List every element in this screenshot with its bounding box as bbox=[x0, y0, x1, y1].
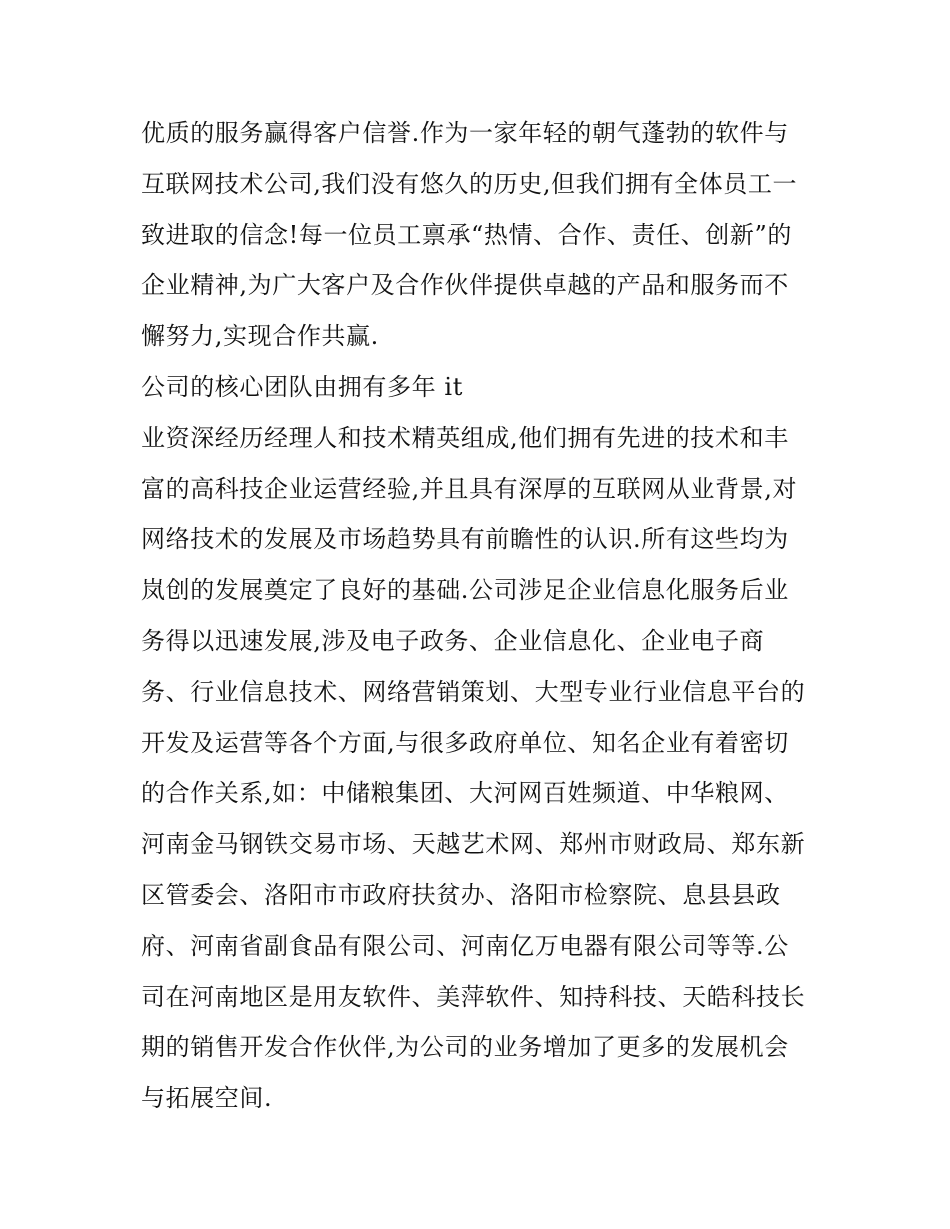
text-line: 期的销售开发合作伙伴,为公司的业务增加了更多的发展机会 bbox=[141, 1033, 789, 1062]
text-line: 司在河南地区是用友软件、美萍软件、知持科技、天皓科技长 bbox=[141, 982, 806, 1011]
text-line: 河南金马钢铁交易市场、天越艺术网、郑州市财政局、郑东新 bbox=[141, 830, 806, 859]
text-line: 务、行业信息技术、网络营销策划、大型专业行业信息平台的 bbox=[141, 677, 806, 706]
text-line: 网络技术的发展及市场趋势具有前瞻性的认识.所有这些均为 bbox=[141, 525, 789, 554]
text-line: 富的高科技企业运营经验,并且具有深厚的互联网从业背景,对 bbox=[141, 474, 798, 503]
text-line: 懈努力,实现合作共赢. bbox=[141, 322, 379, 351]
text-line: 岚创的发展奠定了良好的基础.公司涉足企业信息化服务后业 bbox=[141, 576, 789, 605]
text-line: 开发及运营等各个方面,与很多政府单位、知名企业有着密切 bbox=[141, 728, 789, 757]
text-line: 府、河南省副食品有限公司、河南亿万电器有限公司等等.公 bbox=[141, 931, 789, 960]
text-line: 公司的核心团队由拥有多年 it bbox=[141, 372, 463, 401]
text-line: 优质的服务赢得客户信誉.作为一家年轻的朝气蓬勃的软件与 bbox=[141, 119, 789, 147]
text-line: 互联网技术公司,我们没有悠久的历史,但我们拥有全体员工一 bbox=[141, 169, 798, 198]
text-line: 致进取的信念!每一位员工禀承“热情、合作、责任、创新”的 bbox=[141, 220, 792, 249]
text-line: 企业精神,为广大客户及合作伙伴提供卓越的产品和服务而不 bbox=[141, 271, 789, 300]
text-line: 的合作关系,如：中储粮集团、大河网百姓频道、中华粮网、 bbox=[141, 779, 789, 808]
text-line: 务得以迅速发展,涉及电子政务、企业信息化、企业电子商 bbox=[141, 626, 765, 655]
body-text bbox=[141, 108, 831, 1124]
text-line: 与拓展空间. bbox=[141, 1084, 273, 1113]
text-line: 业资深经历经理人和技术精英组成,他们拥有先进的技术和丰 bbox=[141, 423, 789, 452]
text-line: 区管委会、洛阳市市政府扶贫办、洛阳市检察院、息县县政 bbox=[141, 880, 781, 909]
